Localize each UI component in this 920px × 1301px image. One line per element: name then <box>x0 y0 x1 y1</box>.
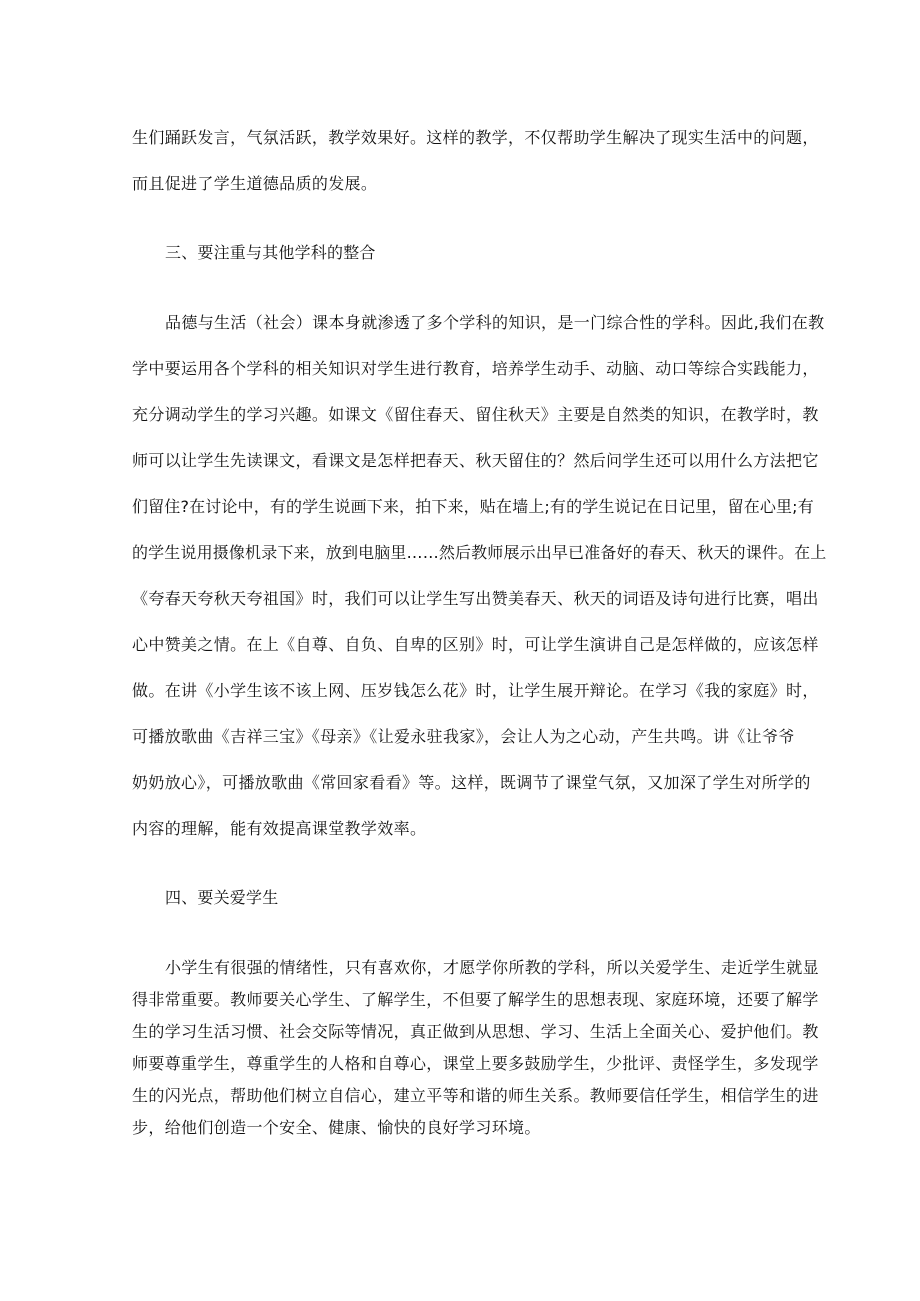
paragraph-2-line-2: 学中要运用各个学科的相关知识对学生进行教育，培养学生动手、动脑、动口等综合实践能力， <box>132 359 819 378</box>
paragraph-2-line-3: 充分调动学生的学习兴趣。如课文《留住春天、留住秋天》主要是自然类的知识，在教学时，教 <box>132 405 819 424</box>
paragraph-2-line-7: 《夸春天夸秋天夸祖国》时，我们可以让学生写出赞美春天、秋天的词语及诗句进行比赛，唱出 <box>132 589 819 608</box>
paragraph-2-line-11: 奶奶放心》，可播放歌曲《常回家看看》等。这样，既调节了课堂气氛，又加深了学生对所学的 <box>132 773 811 792</box>
paragraph-1-line-2: 而且促进了学生道德品质的发展。 <box>132 174 378 193</box>
paragraph-2-line-5: 们留住?在讨论中，有的学生说画下来，拍下来，贴在墙上;有的学生说记在日记里，留在心里;有 <box>132 497 814 516</box>
paragraph-2-line-12: 内容的理解，能有效提高课堂教学效率。 <box>132 819 427 838</box>
paragraph-3-line-4: 师要尊重学生，尊重学生的人格和自尊心，课堂上要多鼓励学生，少批评、责怪学生，多发现学 <box>132 1054 819 1073</box>
paragraph-2-line-8: 心中赞美之情。在上《自尊、自负、自卑的区别》时，可让学生演讲自己是怎样做的，应该怎样 <box>132 635 819 654</box>
paragraph-3-line-5: 生的闪光点，帮助他们树立自信心，建立平等和谐的师生关系。教师要信任学生，相信学生的进 <box>132 1086 819 1105</box>
paragraph-2-line-6: 的学生说用摄像机录下来，放到电脑里……然后教师展示出早已准备好的春天、秋天的课件。在上 <box>132 543 827 562</box>
paragraph-2-line-9: 做。在讲《小学生该不该上网、压岁钱怎么花》时，让学生展开辩论。在学习《我的家庭》时， <box>132 681 819 700</box>
paragraph-3-line-6: 步，给他们创造一个安全、健康、愉快的良好学习环境。 <box>132 1118 541 1137</box>
section-heading-4: 四、要关爱学生 <box>165 888 279 907</box>
section-heading-3: 三、要注重与其他学科的整合 <box>165 243 376 262</box>
paragraph-3-line-1: 小学生有很强的情绪性，只有喜欢你，才愿学你所教的学科，所以关爱学生、走近学生就显 <box>165 958 820 977</box>
paragraph-2-line-1: 品德与生活（社会）课本身就渗透了多个学科的知识，是一门综合性的学科。因此,我们在教 <box>165 313 825 332</box>
paragraph-2-line-10: 可播放歌曲《吉祥三宝》《母亲》《让爱永驻我家》，会让人为之心动，产生共鸣。讲《让爷爷 <box>132 727 795 746</box>
paragraph-2-line-4: 师可以让学生先读课文，看课文是怎样把春天、秋天留住的？然后问学生还可以用什么方法把它 <box>132 451 819 470</box>
paragraph-1-line-1: 生们踊跃发言，气氛活跃，教学效果好。这样的教学，不仅帮助学生解决了现实生活中的问题， <box>132 128 819 147</box>
paragraph-3-line-2: 得非常重要。教师要关心学生、了解学生，不但要了解学生的思想表现、家庭环境，还要了解学 <box>132 990 819 1009</box>
paragraph-3-line-3: 生的学习生活习惯、社会交际等情况，真正做到从思想、学习、生活上全面关心、爱护他们。教 <box>132 1022 819 1041</box>
